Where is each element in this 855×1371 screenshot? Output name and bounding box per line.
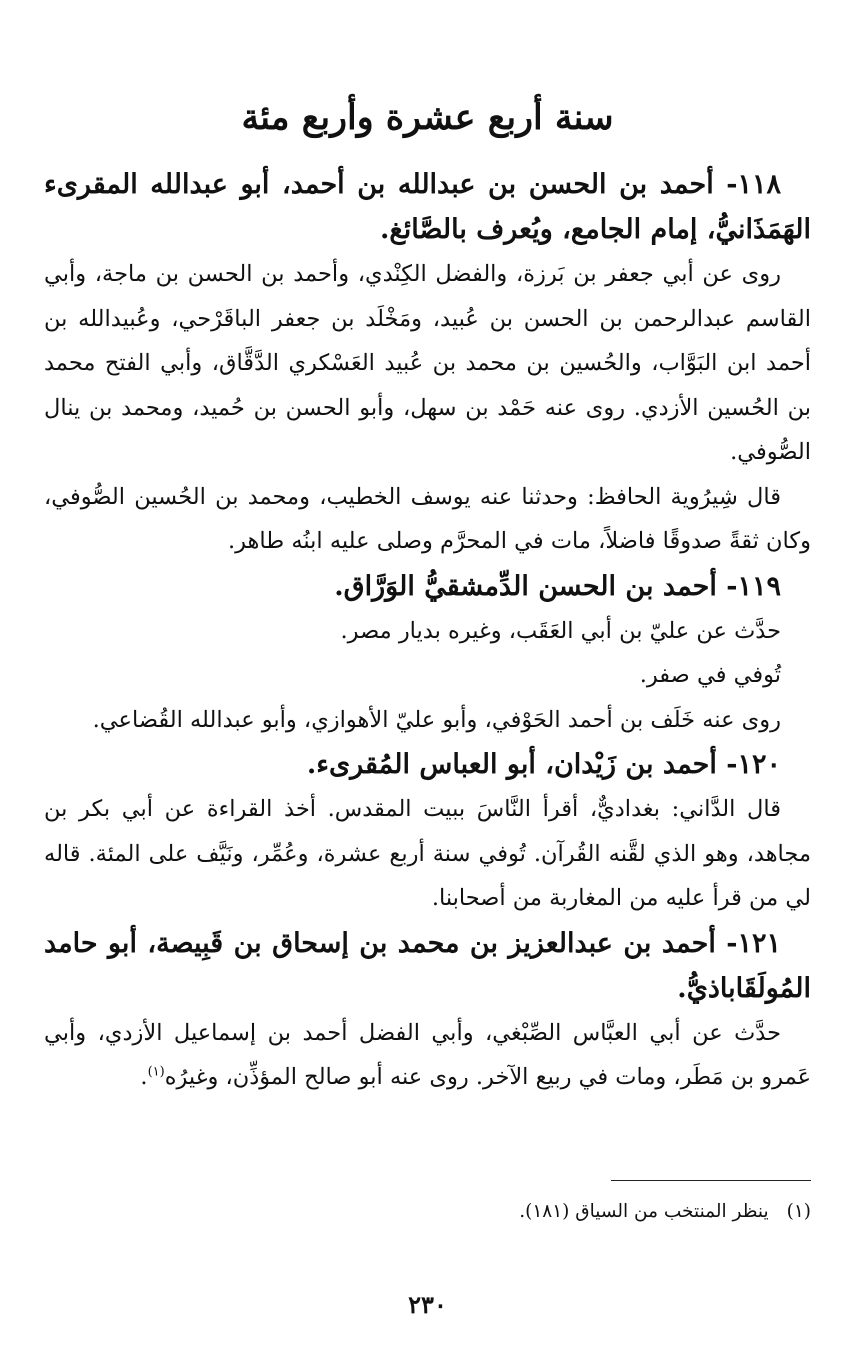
entry-paragraph: روى عن أبي جعفر بن بَرزة، والفضل الكِنْدي، وأحمد بن الحسن بن ماجة، وأبي القاسم عبدالرحمن بن الحسن بن عُبيد، ومَخْلَد بن جعفر الباقَرْحي، وعُبيدالله بن أحمد ابن البَوَّاب، والحُسين بن محمد بن عُبيد العَسْكري الدَّقَّاق، وأبي الفتح محمد بن الحُسين الأزدي. روى عنه حَمْد بن سهل، وأبو الحسن بن حُميد، ومحمد بن ينال الصُّوفي. — [44, 261, 811, 465]
entry-119 — [44, 564, 811, 743]
entry-120 — [44, 742, 811, 921]
entry-paragraph: قال شِيرُوية الحافظ: وحدثنا عنه يوسف الخطيب، ومحمد بن الحُسين الصُّوفي، وكان ثقةً صدوقًا فاضلاً، مات في المحرَّم وصلى عليه ابنُه طاهر. — [44, 483, 811, 554]
sentence-end: . — [140, 1064, 148, 1090]
page-title: سنة أربع عشرة وأربع مئة — [241, 97, 614, 138]
entry-121 — [44, 921, 811, 1100]
footnote-number: (١) — [786, 1201, 811, 1222]
footnote-marker[interactable]: (١) — [147, 1064, 165, 1080]
entry-paragraph: تُوفي في صفر. — [639, 662, 781, 688]
footnote-text: ينظر المنتخب من السياق (١٨١). — [519, 1201, 769, 1222]
entry-heading: ١٢١- أحمد بن عبدالعزيز بن محمد بن إسحاق بن قَبِيصة، أبو حامد المُولَقَاباذيُّ. — [44, 927, 811, 1004]
entry-heading: ١٢٠- أحمد بن زَيْدان، أبو العباس المُقرىء. — [306, 749, 781, 780]
entry-118 — [44, 162, 811, 564]
footnote — [44, 1197, 811, 1227]
footnote-divider — [611, 1180, 811, 1181]
entry-paragraph — [44, 1011, 811, 1100]
entry-paragraph-text: حدَّث عن أبي العبَّاس الصِّبْغي، وأبي الفضل أحمد بن إسماعيل الأزدي، وأبي عَمرو بن مَطَر، ومات في ربيع الآخر. روى عنه أبو صالح المؤذِّن، وغيرُه — [44, 1019, 811, 1090]
entry-paragraph: روى عنه خَلَف بن أحمد الحَوْفي، وأبو عليّ الأهوازي، وأبو عبدالله القُضاعي. — [92, 706, 781, 733]
entry-heading: ١١٩- أحمد بن الحسن الدِّمشقيُّ الوَرَّاق. — [334, 570, 781, 602]
page-number: ٢٣٠ — [408, 1290, 447, 1319]
entry-heading: ١١٨- أحمد بن الحسن بن عبدالله بن أحمد، أبو عبدالله المقرىء الهَمَذَانيُّ، إمام الجامع، ويُعرف بالصَّائغ. — [44, 169, 811, 245]
entry-paragraph: قال الدَّاني: بغداديٌّ، أقرأ النَّاسَ ببيت المقدس. أخذ القراءة عن أبي بكر بن مجاهد، وهو الذي لقَّنه القُرآن. تُوفي سنة أربع عشرة، وعُمِّر، ونَيَّف على المئة. قاله لي من قرأ عليه من المغاربة من أصحابنا. — [44, 796, 811, 911]
entry-paragraph: حدَّث عن عليّ بن أبي العَقَب، وغيره بديار مصر. — [340, 617, 781, 644]
